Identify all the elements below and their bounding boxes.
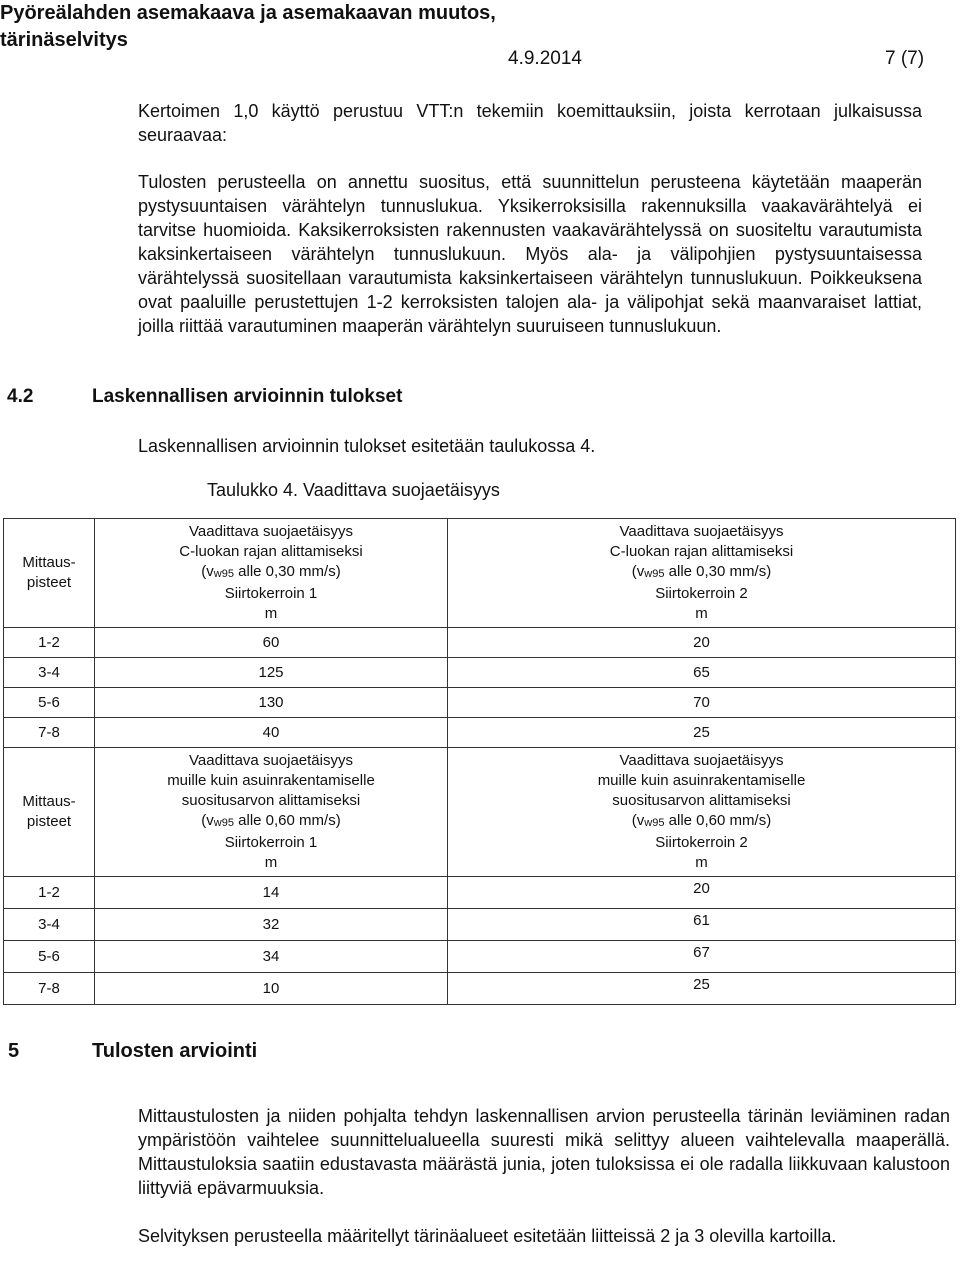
value-cell: 14 xyxy=(95,877,448,909)
column-header-coef1 xyxy=(95,748,448,877)
table-row xyxy=(4,718,956,748)
table-caption: Taulukko 4. Vaadittava suojaetäisyys xyxy=(207,480,500,500)
column-header-coef2 xyxy=(448,519,956,628)
value-cell: 25 xyxy=(448,973,956,1005)
velocity-open: (v xyxy=(631,563,645,580)
value-cell: 67 xyxy=(448,941,956,973)
value-cell: 130 xyxy=(95,688,448,718)
header-line: Siirtokerroin 1 xyxy=(224,585,318,602)
paragraph-assessment: Mittaustulosten ja niiden pohjalta tehdyn laskennallisen arvion perusteella tärinän leviäminen radan ympäristöön vaihtelee suunnittelualueella suuresti mikä selittyy alueen vaihtelevalla maaperällä. Mittaustuloksia saatiin edustavasta määrästä junia, joten tuloksissa ei ole radalla liikkuvaan kalustoon liittyviä epävarmuuksia. xyxy=(138,1106,950,1198)
distance-table xyxy=(3,518,956,1005)
table-row xyxy=(4,628,956,658)
velocity-sub: w95 xyxy=(213,568,234,580)
header-line: Siirtokerroin 2 xyxy=(655,834,748,851)
row-header-cell xyxy=(4,519,95,628)
header-line: muille kuin asuinrakentamiselle xyxy=(167,772,375,789)
value-cell: 34 xyxy=(95,941,448,973)
paragraph-appendix: Selvityksen perusteella määritellyt tärinäalueet esitetään liitteissä 2 ja 3 olevilla kartoilla. xyxy=(138,1226,837,1246)
point-cell: 7-8 xyxy=(4,973,95,1005)
header-line: Siirtokerroin 1 xyxy=(224,834,318,851)
column-header-coef2 xyxy=(448,748,956,877)
section-heading-5 xyxy=(8,1040,257,1063)
point-cell: 1-2 xyxy=(4,628,95,658)
section-title: Laskennallisen arvioinnin tulokset xyxy=(92,386,403,407)
header-line: Siirtokerroin 2 xyxy=(655,585,748,602)
header-unit: m xyxy=(264,605,278,622)
header-unit: m xyxy=(695,854,708,871)
point-cell: 5-6 xyxy=(4,941,95,973)
header-line: C-luokan rajan alittamiseksi xyxy=(609,543,794,560)
velocity-open: (v xyxy=(201,812,214,829)
table-row xyxy=(4,658,956,688)
header-line-velocity xyxy=(95,811,447,833)
table-header-row xyxy=(4,748,956,877)
table-row xyxy=(4,877,956,909)
velocity-open: (v xyxy=(631,812,645,829)
section-number: 4.2 xyxy=(7,386,34,407)
velocity-sub: w95 xyxy=(644,817,665,829)
value-cell: 40 xyxy=(95,718,448,748)
document-date: 4.9.2014 xyxy=(508,48,582,69)
value-cell: 60 xyxy=(95,628,448,658)
table-row xyxy=(4,688,956,718)
value-cell: 32 xyxy=(95,909,448,941)
table-row xyxy=(4,973,956,1005)
header-line: Vaadittava suojaetäisyys xyxy=(189,752,353,769)
velocity-close: alle 0,30 mm/s) xyxy=(233,563,341,580)
header-line-velocity xyxy=(448,811,955,833)
header-line: suositusarvon alittamiseksi xyxy=(612,792,791,809)
section-number: 5 xyxy=(8,1040,20,1062)
section-heading-4-2 xyxy=(7,386,402,408)
velocity-close: alle 0,60 mm/s) xyxy=(664,812,772,829)
header-line: muille kuin asuinrakentamiselle xyxy=(597,772,806,789)
value-cell: 65 xyxy=(448,658,956,688)
velocity-close: alle 0,30 mm/s) xyxy=(664,563,772,580)
velocity-sub: w95 xyxy=(213,817,234,829)
header-unit: m xyxy=(695,605,708,622)
value-cell: 20 xyxy=(448,628,956,658)
value-cell: 25 xyxy=(448,718,956,748)
value-cell: 70 xyxy=(448,688,956,718)
header-line: C-luokan rajan alittamiseksi xyxy=(179,543,363,560)
paragraph-quote: Tulosten perusteella on annettu suositus, että suunnittelun perusteena käytetään maaperän pystysuuntaisen värähtelyn tunnuslukua. Yksikerroksisilla rakennuksilla vaakavärähtelyä ei tarvitse huomioida. Kaksikerroksisten rakennusten vaakavärähtelyssä on suositeltu varautumista kaksinkertaiseen värähtelyn tunnuslukuun. Myös ala- ja välipohjien pystysuuntaisessa värähtelyssä suositellaan varautumista kaksinkertaiseen värähtelyn tunnuslukuun. Poikkeuksena ovat paaluille perustettujen 1-2 kerroksisten talojen ala- ja välipohjat sekä maanvaraiset lattiat, joilla riittää varautuminen maaperän värähtelyn suuruiseen tunnuslukuun. xyxy=(138,172,922,336)
point-cell: 5-6 xyxy=(4,688,95,718)
section-title: Tulosten arviointi xyxy=(92,1040,258,1062)
point-cell: 7-8 xyxy=(4,718,95,748)
value-cell: 10 xyxy=(95,973,448,1005)
page-number: 7 (7) xyxy=(885,48,925,69)
velocity-open: (v xyxy=(201,563,214,580)
header-line: Vaadittava suojaetäisyys xyxy=(189,523,353,540)
header-unit: m xyxy=(264,854,278,871)
row-header-cell xyxy=(4,748,95,877)
paragraph-intro: Kertoimen 1,0 käyttö perustuu VTT:n tekemiin koemittauksiin, joista kerrotaan julkaisussa seuraavaa: xyxy=(138,101,922,145)
table-header-row xyxy=(4,519,956,628)
document-title: Pyöreälahden asemakaava ja asemakaavan muutos, tärinäselvitys xyxy=(0,2,496,51)
point-cell: 1-2 xyxy=(4,877,95,909)
value-cell: 61 xyxy=(448,909,956,941)
value-cell: 125 xyxy=(95,658,448,688)
point-cell: 3-4 xyxy=(4,909,95,941)
column-header-coef1 xyxy=(95,519,448,628)
row-header-label: Mittaus-pisteet xyxy=(22,554,76,591)
velocity-close: alle 0,60 mm/s) xyxy=(233,812,341,829)
point-cell: 3-4 xyxy=(4,658,95,688)
header-line: Vaadittava suojaetäisyys xyxy=(619,752,784,769)
table-row xyxy=(4,941,956,973)
header-line-velocity xyxy=(95,562,447,584)
header-line: Vaadittava suojaetäisyys xyxy=(619,523,784,540)
value-cell: 20 xyxy=(448,877,956,909)
row-header-label: Mittaus-pisteet xyxy=(22,793,76,830)
header-line: suositusarvon alittamiseksi xyxy=(181,792,361,809)
header-line-velocity xyxy=(448,562,955,584)
table-row xyxy=(4,909,956,941)
velocity-sub: w95 xyxy=(644,568,665,580)
paragraph-results: Laskennallisen arvioinnin tulokset esitetään taulukossa 4. xyxy=(138,436,596,456)
